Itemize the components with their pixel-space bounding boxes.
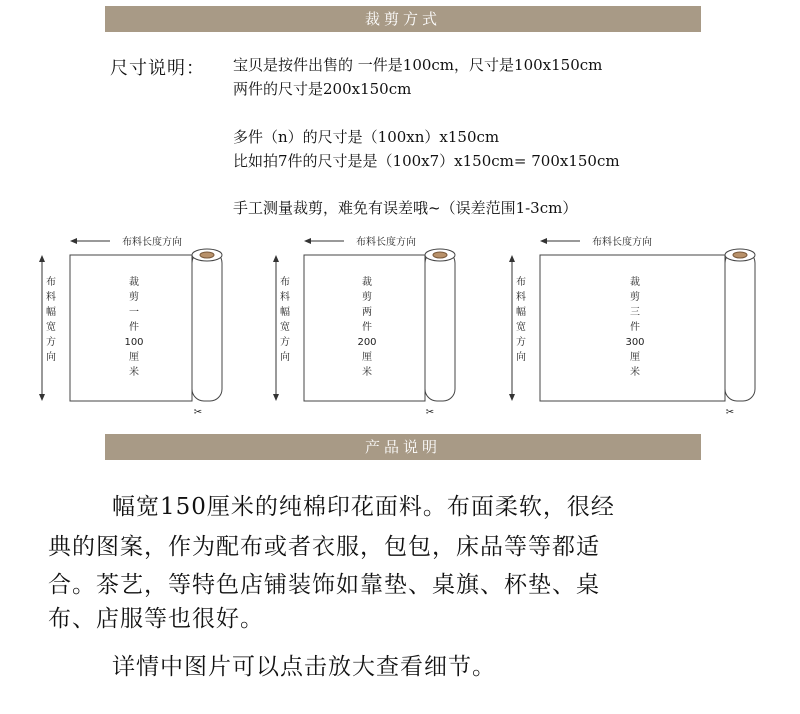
scissors-icon: ✂: [193, 407, 203, 418]
panel-label-char: 剪: [630, 292, 640, 303]
description-line-2: 典的图案，作为配布或者衣服，包包，床品等等都适: [48, 534, 600, 560]
section-banner-product: 产品说明: [105, 434, 701, 460]
panel-label-char: 300: [625, 337, 645, 348]
width-label-char: 宽: [280, 322, 290, 333]
size-line-3: 多件（n）的尺寸是（100xn）x150cm: [233, 128, 500, 146]
roll-core-icon: [733, 252, 747, 258]
panel-label-char: 厘: [129, 352, 139, 363]
panel-label-char: 裁: [630, 277, 640, 288]
size-line-2: 两件的尺寸是200x150cm: [233, 80, 412, 98]
width-arrow-head-top: [509, 255, 515, 262]
width-label-char: 幅: [516, 307, 526, 318]
width-label-char: 布: [46, 277, 56, 288]
description-line-5: 详情中图片可以点击放大查看细节。: [112, 654, 496, 680]
width-arrow-head-bottom: [509, 394, 515, 401]
roll-core-icon: [433, 252, 447, 258]
description-line-4: 布、店服等也很好。: [48, 606, 264, 632]
length-arrow-head: [304, 238, 311, 244]
cutting-diagram: [0, 225, 800, 425]
panel-label-char: 剪: [362, 292, 372, 303]
size-line-5: 手工测量裁剪，难免有误差哦~（误差范围1-3cm）: [233, 199, 578, 217]
size-line-1: 宝贝是按件出售的 一件是100cm，尺寸是100x150cm: [233, 56, 603, 74]
width-label-char: 宽: [46, 322, 56, 333]
panel-label-char: 200: [357, 337, 377, 348]
width-label-char: 幅: [280, 307, 290, 318]
panel-label-char: 三: [630, 307, 640, 318]
width-label-char: 料: [516, 292, 526, 303]
scissors-icon: ✂: [425, 407, 435, 418]
width-label-char: 布: [280, 277, 290, 288]
width-label-char: 方: [46, 337, 56, 348]
width-label-char: 料: [46, 292, 56, 303]
width-label-char: 料: [280, 292, 290, 303]
panel-label-char: 厘: [630, 352, 640, 363]
roll-core-icon: [200, 252, 214, 258]
fabric-roll: [725, 251, 755, 401]
size-label: 尺寸说明：: [110, 58, 205, 79]
fabric-roll: [192, 251, 222, 401]
panel-label-char: 裁: [129, 277, 139, 288]
panel-label-char: 一: [129, 307, 139, 318]
panel-label-char: 厘: [362, 352, 372, 363]
width-label-char: 方: [280, 337, 290, 348]
width-label-char: 方: [516, 337, 526, 348]
width-arrow-head-top: [39, 255, 45, 262]
panel-label-char: 件: [630, 322, 640, 333]
size-line-4: 比如拍7件的尺寸是是（100x7）x150cm= 700x150cm: [233, 152, 620, 170]
width-label-char: 向: [516, 352, 526, 363]
width-arrow-head-top: [273, 255, 279, 262]
section-banner-cutting: 裁剪方式: [105, 6, 701, 32]
panel-label-char: 裁: [362, 277, 372, 288]
description-line-3: 合。茶艺，等特色店铺装饰如靠垫、桌旗、杯垫、桌: [48, 572, 600, 598]
width-label-char: 布: [516, 277, 526, 288]
panel-label-char: 米: [362, 367, 372, 378]
width-label-char: 向: [46, 352, 56, 363]
width-label-char: 宽: [516, 322, 526, 333]
panel-label-char: 剪: [129, 292, 139, 303]
panel-label-char: 米: [129, 367, 139, 378]
panel-label-char: 件: [129, 322, 139, 333]
width-label-char: 幅: [46, 307, 56, 318]
panel-label-char: 米: [630, 367, 640, 378]
width-arrow-head-bottom: [39, 394, 45, 401]
panel-label-char: 件: [362, 322, 372, 333]
description-line-1: 幅宽150厘米的纯棉印花面料。布面柔软，很经: [112, 494, 615, 520]
width-label-char: 向: [280, 352, 290, 363]
panel-label-char: 100: [124, 337, 144, 348]
length-label: 布料长度方向: [122, 237, 182, 248]
scissors-icon: ✂: [725, 407, 735, 418]
length-arrow-head: [70, 238, 77, 244]
fabric-roll: [425, 251, 455, 401]
length-arrow-head: [540, 238, 547, 244]
panel-label-char: 两: [362, 307, 372, 318]
length-label: 布料长度方向: [592, 237, 652, 248]
width-arrow-head-bottom: [273, 394, 279, 401]
length-label: 布料长度方向: [356, 237, 416, 248]
